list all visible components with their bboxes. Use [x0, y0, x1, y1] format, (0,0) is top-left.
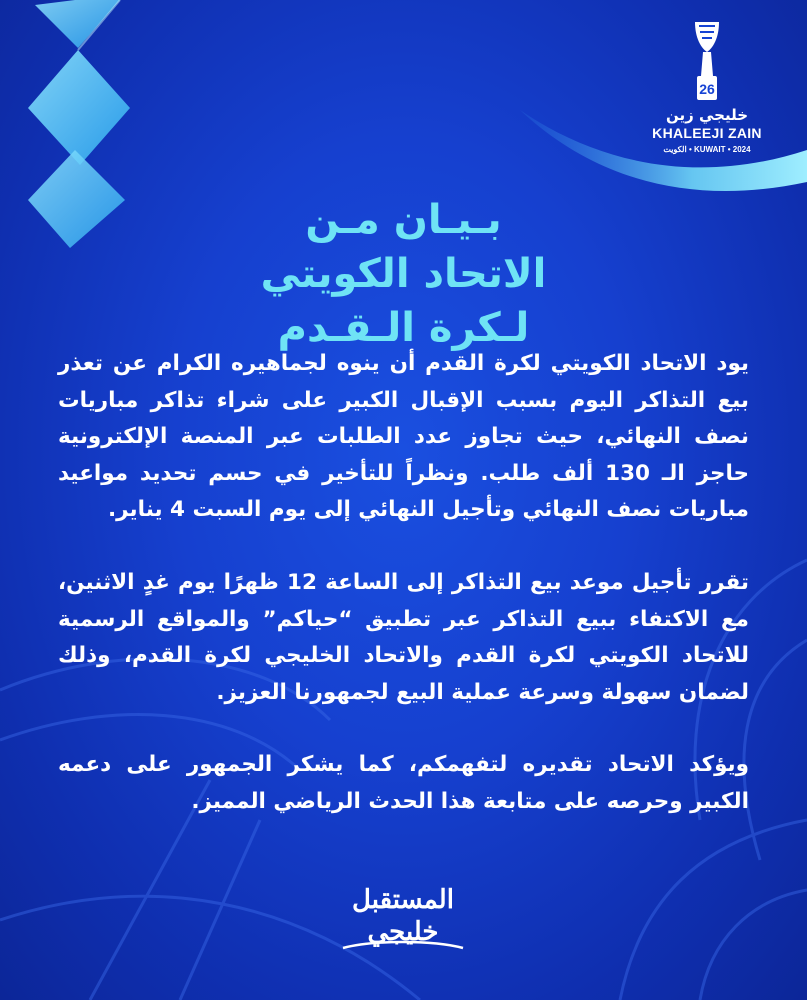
signature-line-2: خليجي: [367, 917, 439, 947]
diamond-shape-low: [28, 150, 125, 248]
title-line-1: بـيـان مـن: [305, 197, 502, 243]
logo-subtitle: KUWAIT • 2024 • الكويت: [663, 145, 751, 154]
diamond-shape-top: [35, 0, 120, 48]
paragraph-1: يود الاتحاد الكويتي لكرة القدم أن ينوه لجماهيره الكرام عن تعذر بيع التذاكر اليوم بسبب الإقبال الكبير على شراء تذاكر مباريات نصف النهائي، حيث تجاوز عدد الطلبات عبر المنصة الإلكترونية حاجز الـ 130 ألف طلب. ونظراً للتأخير في حسم تحديد مواعيد مباريات نصف النهائي وتأجيل النهائي إلى يوم السبت 4 يناير.: [58, 351, 750, 523]
khaleeji-zain-logo: [632, 18, 782, 163]
signature-line-1: المستقبل: [352, 885, 454, 915]
title-line-3: لـكرة الـقـدم: [277, 305, 530, 351]
future-khaleeji-signature: [303, 878, 503, 958]
svg-text:26: 26: [699, 81, 715, 97]
logo-english-name: KHALEEJI ZAIN: [652, 125, 762, 141]
statement-title: [150, 193, 657, 355]
paragraph-3: ويؤكد الاتحاد تقديره لتفهمكم، كما يشكر الجمهور على دعمه الكبير وحرصه على متابعة هذا الحدث الرياضي المميز.: [58, 752, 749, 814]
diamond-shape-mid: [28, 50, 130, 165]
paragraph-2: تقرر تأجيل موعد بيع التذاكر إلى الساعة 12 ظهرًا يوم غدٍ الاثنين، مع الاكتفاء ببيع التذاكر عبر تطبيق “حياكم” والمواقع الرسمية للاتحاد الكويتي لكرة القدم والاتحاد الخليجي لكرة القدم، وذلك لضمان سهولة وسرعة عملية البيع لجمهورنا العزيز.: [58, 569, 749, 705]
statement-body: [58, 346, 749, 857]
trophy-26-icon: [687, 18, 727, 106]
title-line-2: الاتحاد الكويتي: [260, 251, 547, 297]
logo-arabic-name: خليجي زين: [665, 106, 749, 124]
